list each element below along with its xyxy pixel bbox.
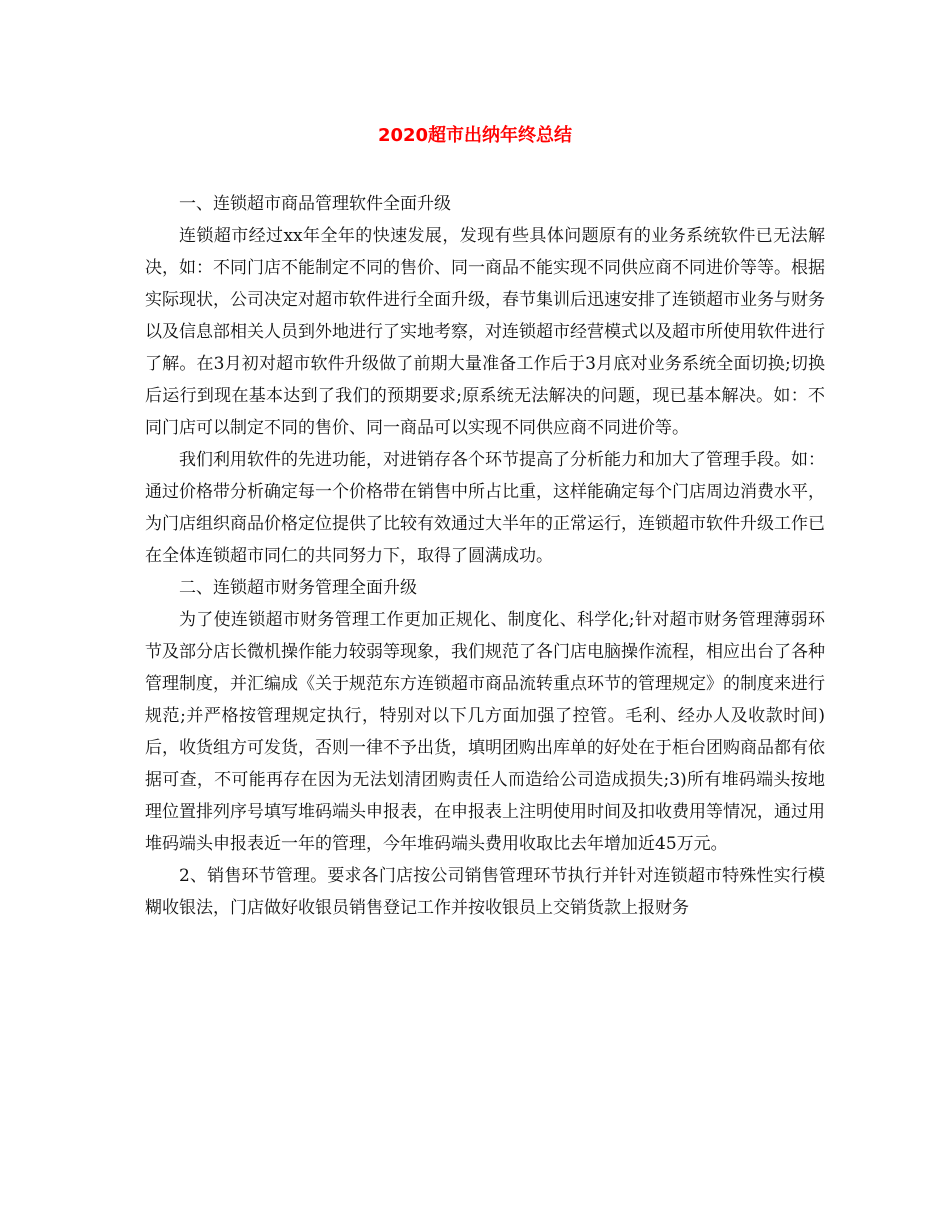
paragraph: 连锁超市经过xx年全年的快速发展，发现有些具体问题原有的业务系统软件已无法解决，如：不同门店不能制定不同的售价、同一商品不能实现不同供应商不同进价等等。根据实际现状，公司决定对超市软件进行全面升级，春节集训后迅速安排了连锁超市业务与财务以及信息部相关人员到外地进行了实地考察，对连锁超市经营模式以及超市所使用软件进行了解。在3月初对超市软件升级做了前期大量准备工作后于3月底对业务系统全面切换;切换后运行到现在基本达到了我们的预期要求;原系统无法解决的问题，现已基本解决。如：不同门店可以制定不同的售价、同一商品可以实现不同供应商不同进价等。	[145, 226, 825, 438]
document-body	[145, 188, 825, 924]
paragraph: 为了使连锁超市财务管理工作更加正规化、制度化、科学化;针对超市财务管理薄弱环节及部分店长微机操作能力较弱等现象，我们规范了各门店电脑操作流程，相应出台了各种管理制度，并汇编成《关于规范东方连锁超市商品流转重点环节的管理规定》的制度来进行规范;并严格按管理规定执行，特别对以下几方面加强了控管。毛利、经办人及收款时间)后，收货组方可发货，否则一律不予出货，填明团购出库单的好处在于柜台团购商品都有依据可查，不可能再存在因为无法划清团购责任人而造给公司造成损失;3)所有堆码端头按地理位置排列序号填写堆码端头申报表，在申报表上注明使用时间及扣收费用等情况，通过用堆码端头申报表近一年的管理，今年堆码端头费用收取比去年增加近45万元。	[145, 610, 825, 854]
section-heading-2: 二、连锁超市财务管理全面升级	[179, 578, 417, 598]
paragraph: 2、销售环节管理。要求各门店按公司销售管理环节执行并针对连锁超市特殊性实行模糊收银法，门店做好收银员销售登记工作并按收银员上交销货款上报财务	[145, 866, 825, 918]
document-title: 2020超市出纳年终总结	[377, 125, 573, 146]
paragraph: 我们利用软件的先进功能，对进销存各个环节提高了分析能力和加大了管理手段。如：通过价格带分析确定每一个价格带在销售中所占比重，这样能确定每个门店周边消费水平，为门店组织商品价格定位提供了比较有效通过大半年的正常运行，连锁超市软件升级工作已在全体连锁超市同仁的共同努力下，取得了圆满成功。	[145, 450, 825, 566]
section-heading-1: 一、连锁超市商品管理软件全面升级	[179, 194, 451, 214]
